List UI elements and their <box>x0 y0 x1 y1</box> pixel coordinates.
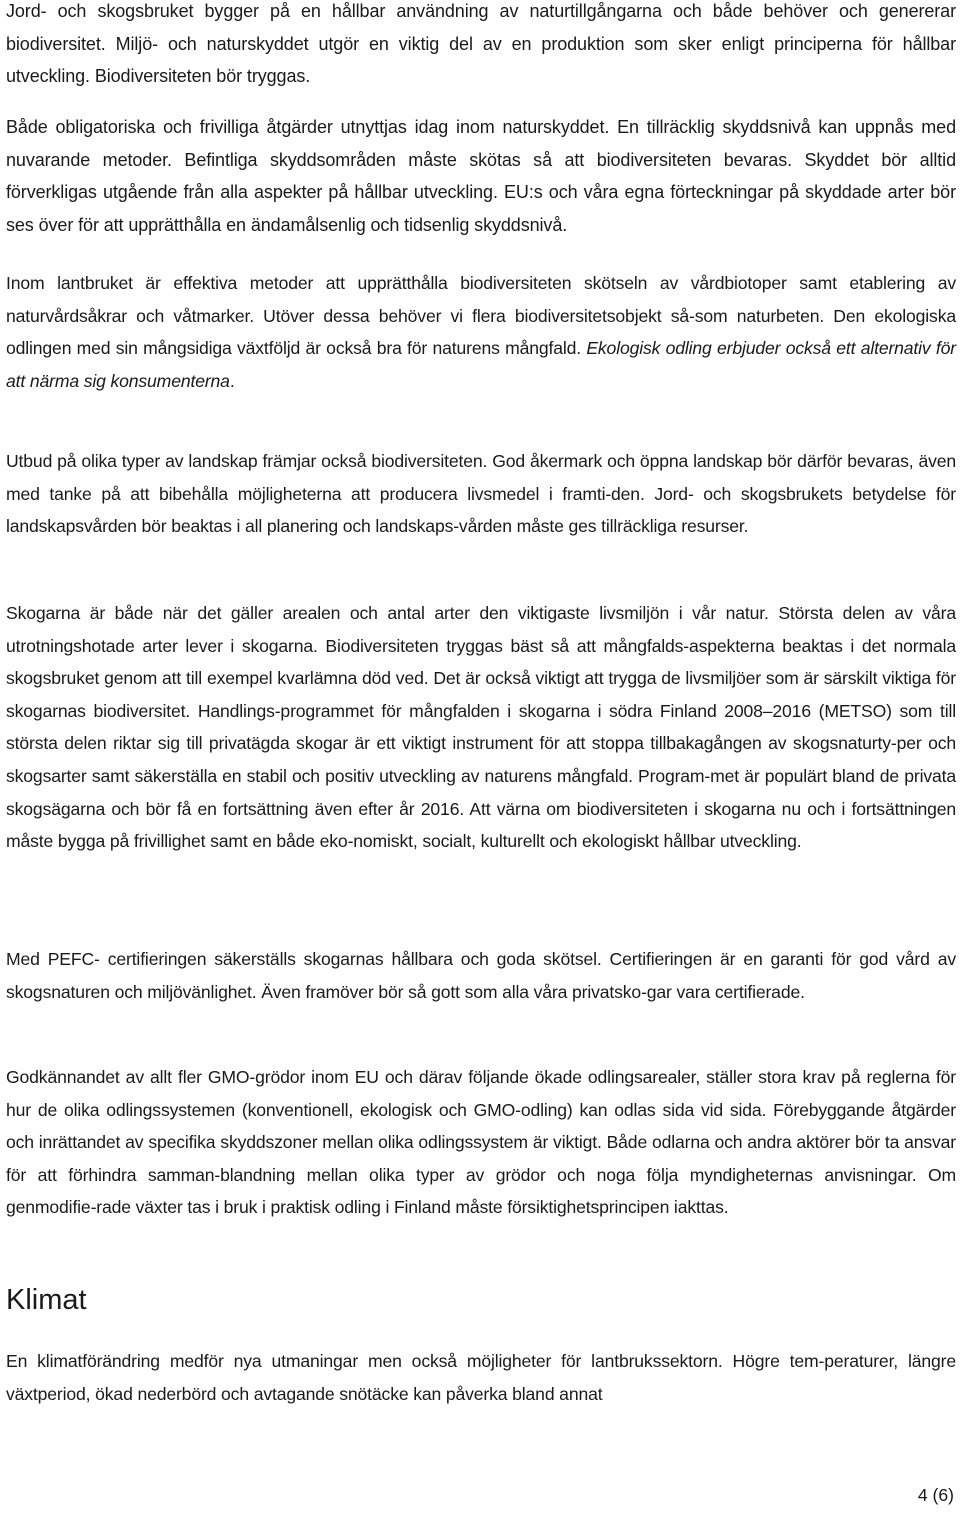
paragraph-agriculture-methods <box>6 267 956 397</box>
section-heading-klimat: Klimat <box>6 1284 87 1316</box>
paragraph-pefc-certification: Med PEFC- certifieringen säkerställs skogarnas hållbara och goda skötsel. Certifieringen är en garanti för god vård av skogsnaturen och miljövänlighet. Även framöver bör så gott som alla våra privatsko-gar vara certifierade. <box>6 949 956 1002</box>
italic-organic-farming-sentence: Ekologisk odling erbjuder också ett alternativ för att närma sig konsumenterna <box>6 338 956 391</box>
paragraph-forests: Skogarna är både när det gäller arealen och antal arter den viktigaste livsmiljön i vår natur. Största delen av våra utrotningshotade arter lever i skogarna. Biodiversiteten tryggas bäst så att mångfalds-aspekterna beaktas i det normala skogsbruket genom att till exempel kvarlämna död ved. Det är också viktigt att trygga de livsmiljöer som är särskilt viktiga för skogarnas biodiversitet. Handlings-programmet för mångfalden i skogarna i södra Finland 2008–2016 (METSO) som till största delen riktar sig till privatägda skogar är ett viktigt instrument för att stoppa tillbakagången av skogsnaturty-per och skogsarter samt säkerställa en stabil och positiv utveckling av naturens mångfald. Program-met är populärt bland de privata skogsägarna och bör få en fortsättning även efter år 2016. Att värna om biodiversiteten i skogarna nu och i fortsättningen måste bygga på frivillighet samt en både eko-nomiskt, socialt, kulturellt och ekologiskt hållbar utveckling. <box>6 603 956 852</box>
paragraph-agriculture-text: Inom lantbruket är effektiva metoder att upprätthålla biodiversiteten skötseln av vårdbiotoper samt etablering av naturvårdsåkrar och våtmarker. Utöver dessa behöver vi flera biodiversitetsobjekt så-som naturbeten. Den ekologiska odlingen med sin mångsidiga växtföljd är också bra för naturens mångfald. <box>6 273 956 359</box>
paragraph-gmo: Godkännandet av allt fler GMO-grödor inom EU och därav följande ökade odlingsarealer, ställer stora krav på reglerna för hur de olika odlingssystemen (konventionell, ekologisk och GMO-odling) kan odlas sida vid sida. Förebyggande åtgärder och inrättandet av specifika skyddszoner mellan olika odlingssystem är viktigt. Både odlarna och andra aktörer bör ta ansvar för att förhindra samman-blandning mellan olika typer av grödor och noga följa myndigheternas anvisningar. Om genmodifie-rade växter tas i bruk i praktisk odling i Finland måste försiktighetsprincipen iakttas. <box>6 1067 956 1218</box>
paragraph-agriculture-period: . <box>229 370 235 391</box>
paragraph-biodiversity-intro: Jord- och skogsbruket bygger på en hållbar användning av naturtillgångarna och både behöver och genererar biodiversitet. Miljö- och naturskyddet utgör en viktig del av en produktion som sker enligt principerna för hållbar utveckling. Biodiversiteten bör tryggas. <box>6 1 956 87</box>
page-number: 4 (6) <box>917 1485 954 1505</box>
paragraph-landscape: Utbud på olika typer av landskap främjar också biodiversiteten. God åkermark och öppna landskap bör därför bevaras, även med tanke på att bibehålla möjligheterna att producera livsmedel i framti-den. Jord- och skogsbrukets betydelse för landskapsvården bör beaktas i all planering och landskaps-vården måste ges tillräckliga resurser. <box>6 451 956 537</box>
paragraph-nature-protection: Både obligatoriska och frivilliga åtgärder utnyttjas idag inom naturskyddet. En tillräcklig skyddsnivå kan uppnås med nuvarande metoder. Befintliga skyddsområden måste skötas så att biodiversiteten bevaras. Skyddet bör alltid förverkligas utgående från alla aspekter på hållbar utveckling. EU:s och våra egna förteckningar på skyddade arter bör ses över för att upprätthålla en ändamålsenlig och tidsenlig skyddsnivå. <box>6 117 956 235</box>
paragraph-climate: En klimatförändring medför nya utmaningar men också möjligheter för lantbrukssektorn. Högre tem-peraturer, längre växtperiod, ökad nederbörd och avtagande snötäcke kan påverka bland annat <box>6 1351 956 1404</box>
